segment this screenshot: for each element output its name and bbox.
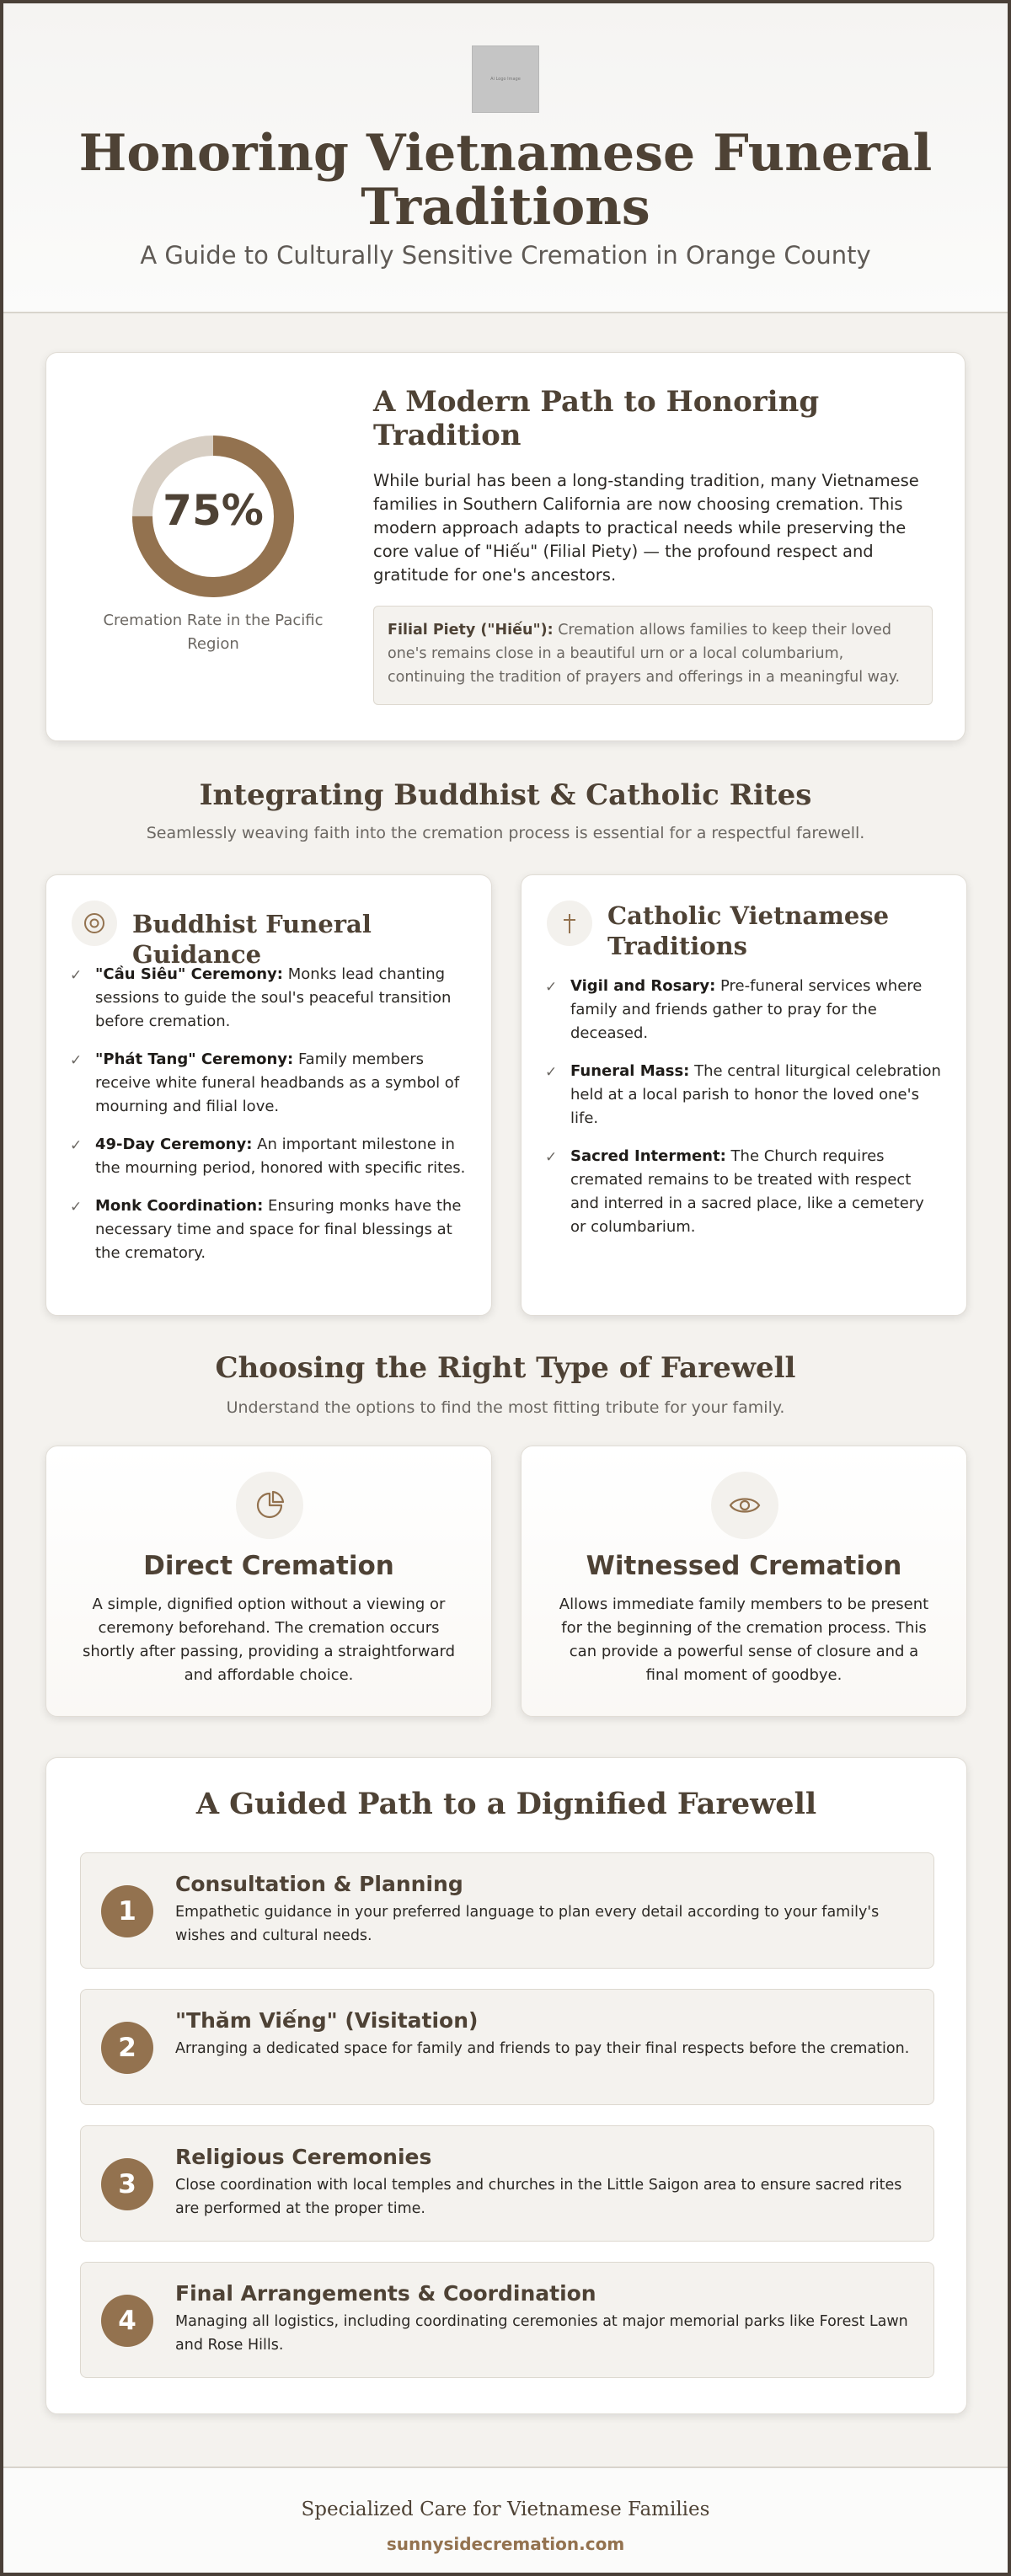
website-link[interactable]: sunnysidecremation.com bbox=[386, 2534, 625, 2554]
step-3 bbox=[80, 2125, 934, 2242]
step-body: Empathetic guidance in your preferred language to plan every detail according to your family's wishes and cultural needs. bbox=[175, 1904, 880, 1944]
step-4 bbox=[80, 2262, 934, 2378]
item-label: "Cầu Siêu" Ceremony: bbox=[95, 965, 283, 983]
steps-card bbox=[45, 1757, 967, 2414]
ring-caption: Cremation Rate in the Pacific Region bbox=[103, 612, 324, 653]
step-body: Close coordination with local temples and churches in the Little Saigon area to ensure sacred rites are performed at the proper time. bbox=[175, 2177, 902, 2217]
check-icon: ✓ bbox=[70, 967, 83, 984]
step-number: 3 bbox=[101, 2158, 153, 2210]
item-text: Family members receive white funeral headbands as a symbol of mourning and filial love. bbox=[95, 1050, 460, 1115]
step-title: "Thăm Viếng" (Visitation) bbox=[175, 2008, 479, 2033]
catholic-title: Catholic Vietnamese Traditions bbox=[607, 901, 890, 960]
rites-title: Integrating Buddhist & Catholic Rites bbox=[199, 778, 812, 812]
cross-icon bbox=[547, 901, 592, 946]
item-text: Pre-funeral services where family and friends gather to pray for the deceased. bbox=[570, 977, 923, 1042]
list-item bbox=[70, 1048, 468, 1119]
buddhist-card bbox=[45, 874, 492, 1316]
item-text: An important milestone in the mourning period, honored with specific rites. bbox=[95, 1136, 466, 1177]
callout-label: Filial Piety ("Hiếu"): bbox=[388, 622, 554, 639]
direct-cremation-body: A simple, dignified option without a viewing or ceremony beforehand. The cremation occurs shortly after passing, providing a straightforward and affordable choice. bbox=[82, 1595, 456, 1684]
direct-cremation-card bbox=[45, 1446, 492, 1717]
page-footer bbox=[3, 2466, 1008, 2576]
farewell-subtitle: Understand the options to find the most fitting tribute for your family. bbox=[226, 1398, 785, 1417]
steps-title: A Guided Path to a Dignified Farewell bbox=[195, 1787, 817, 1821]
step-1 bbox=[80, 1852, 934, 1969]
intro-body: While burial has been a long-standing tradition, many Vietnamese families in Southern California are now choosing cremation. This modern approach adapts to practical needs while preserving the core value of "Hiếu" (Filial Piety) — the profound respect and gratitude for one's ancestors. bbox=[373, 471, 919, 585]
item-text: The Church requires cremated remains to be treated with respect and interred in a sacred place, like a cemetery or columbarium. bbox=[570, 1147, 924, 1236]
catholic-list bbox=[545, 975, 943, 1253]
footer-text: Specialized Care for Vietnamese Families bbox=[301, 2499, 710, 2520]
list-item bbox=[70, 963, 468, 1034]
direct-cremation-title: Direct Cremation bbox=[143, 1551, 394, 1581]
step-2 bbox=[80, 1989, 934, 2105]
buddhist-list bbox=[70, 963, 468, 1280]
check-icon: ✓ bbox=[70, 1052, 83, 1069]
item-label: Funeral Mass: bbox=[570, 1062, 690, 1080]
page-title-line-1: Honoring Vietnamese Funeral bbox=[78, 124, 933, 183]
check-icon: ✓ bbox=[70, 1137, 83, 1154]
ring-value: 75% bbox=[163, 486, 264, 535]
step-body: Managing all logistics, including coordinating ceremonies at major memorial parks like Forest Lawn and Rose Hills. bbox=[175, 2313, 908, 2354]
step-number: 1 bbox=[101, 1885, 153, 1937]
buddhist-title: Buddhist Funeral Guidance bbox=[132, 910, 372, 969]
step-number: 4 bbox=[101, 2295, 153, 2347]
witnessed-cremation-card bbox=[521, 1446, 967, 1717]
list-item bbox=[545, 1145, 943, 1239]
check-icon: ✓ bbox=[545, 979, 558, 996]
callout-text: Cremation allows families to keep their loved one's remains close in a beautiful urn or a local columbarium, continuing the tradition of prayers and offerings in a meaningful way. bbox=[388, 622, 901, 686]
item-label: 49-Day Ceremony: bbox=[95, 1136, 253, 1153]
step-title: Consultation & Planning bbox=[175, 1872, 463, 1896]
step-title: Final Arrangements & Coordination bbox=[175, 2281, 596, 2306]
list-item bbox=[70, 1194, 468, 1265]
step-number: 2 bbox=[101, 2022, 153, 2074]
check-icon: ✓ bbox=[70, 1199, 83, 1216]
item-label: "Phát Tang" Ceremony: bbox=[95, 1050, 294, 1068]
intro-title: A Modern Path to Honoring Tradition bbox=[373, 385, 820, 452]
page-title-line-2: Traditions bbox=[361, 178, 650, 237]
pie-chart-icon bbox=[236, 1472, 303, 1539]
farewell-title: Choosing the Right Type of Farewell bbox=[215, 1351, 796, 1385]
filial-piety-callout bbox=[373, 606, 933, 705]
witnessed-cremation-title: Witnessed Cremation bbox=[586, 1551, 902, 1581]
check-icon: ✓ bbox=[545, 1149, 558, 1166]
page-header bbox=[3, 3, 1008, 313]
check-icon: ✓ bbox=[545, 1064, 558, 1081]
stat-card bbox=[45, 352, 966, 741]
list-item bbox=[70, 1133, 468, 1180]
item-label: Monk Coordination: bbox=[95, 1197, 264, 1215]
step-title: Religious Ceremonies bbox=[175, 2145, 432, 2169]
page-subtitle: A Guide to Culturally Sensitive Cremation in Orange County bbox=[140, 241, 871, 270]
step-body: Arranging a dedicated space for family and friends to pay their final respects before the cremation. bbox=[175, 2040, 910, 2057]
rites-subtitle: Seamlessly weaving faith into the cremation process is essential for a respectful farewell. bbox=[146, 824, 865, 842]
item-text: Ensuring monks have the necessary time and space for final blessings at the crematory. bbox=[95, 1197, 462, 1262]
item-label: Sacred Interment: bbox=[570, 1147, 726, 1165]
logo-image: Ai Logo Image bbox=[472, 45, 539, 113]
list-item bbox=[545, 1060, 943, 1130]
item-label: Vigil and Rosary: bbox=[570, 977, 716, 995]
item-text: Monks lead chanting sessions to guide the soul's peaceful transition before cremation. bbox=[95, 965, 452, 1030]
witnessed-cremation-body: Allows immediate family members to be present for the beginning of the cremation process. This can provide a powerful sense of closure and a final moment of goodbye. bbox=[559, 1595, 929, 1684]
item-text: The central liturgical celebration held at a local parish to honor the loved one's life. bbox=[570, 1062, 941, 1127]
list-item bbox=[545, 975, 943, 1045]
cremation-rate-ring bbox=[131, 434, 296, 599]
catholic-card bbox=[521, 874, 967, 1316]
dharma-circle-icon bbox=[72, 901, 117, 946]
eye-icon bbox=[711, 1472, 778, 1539]
page-title bbox=[3, 124, 1008, 237]
